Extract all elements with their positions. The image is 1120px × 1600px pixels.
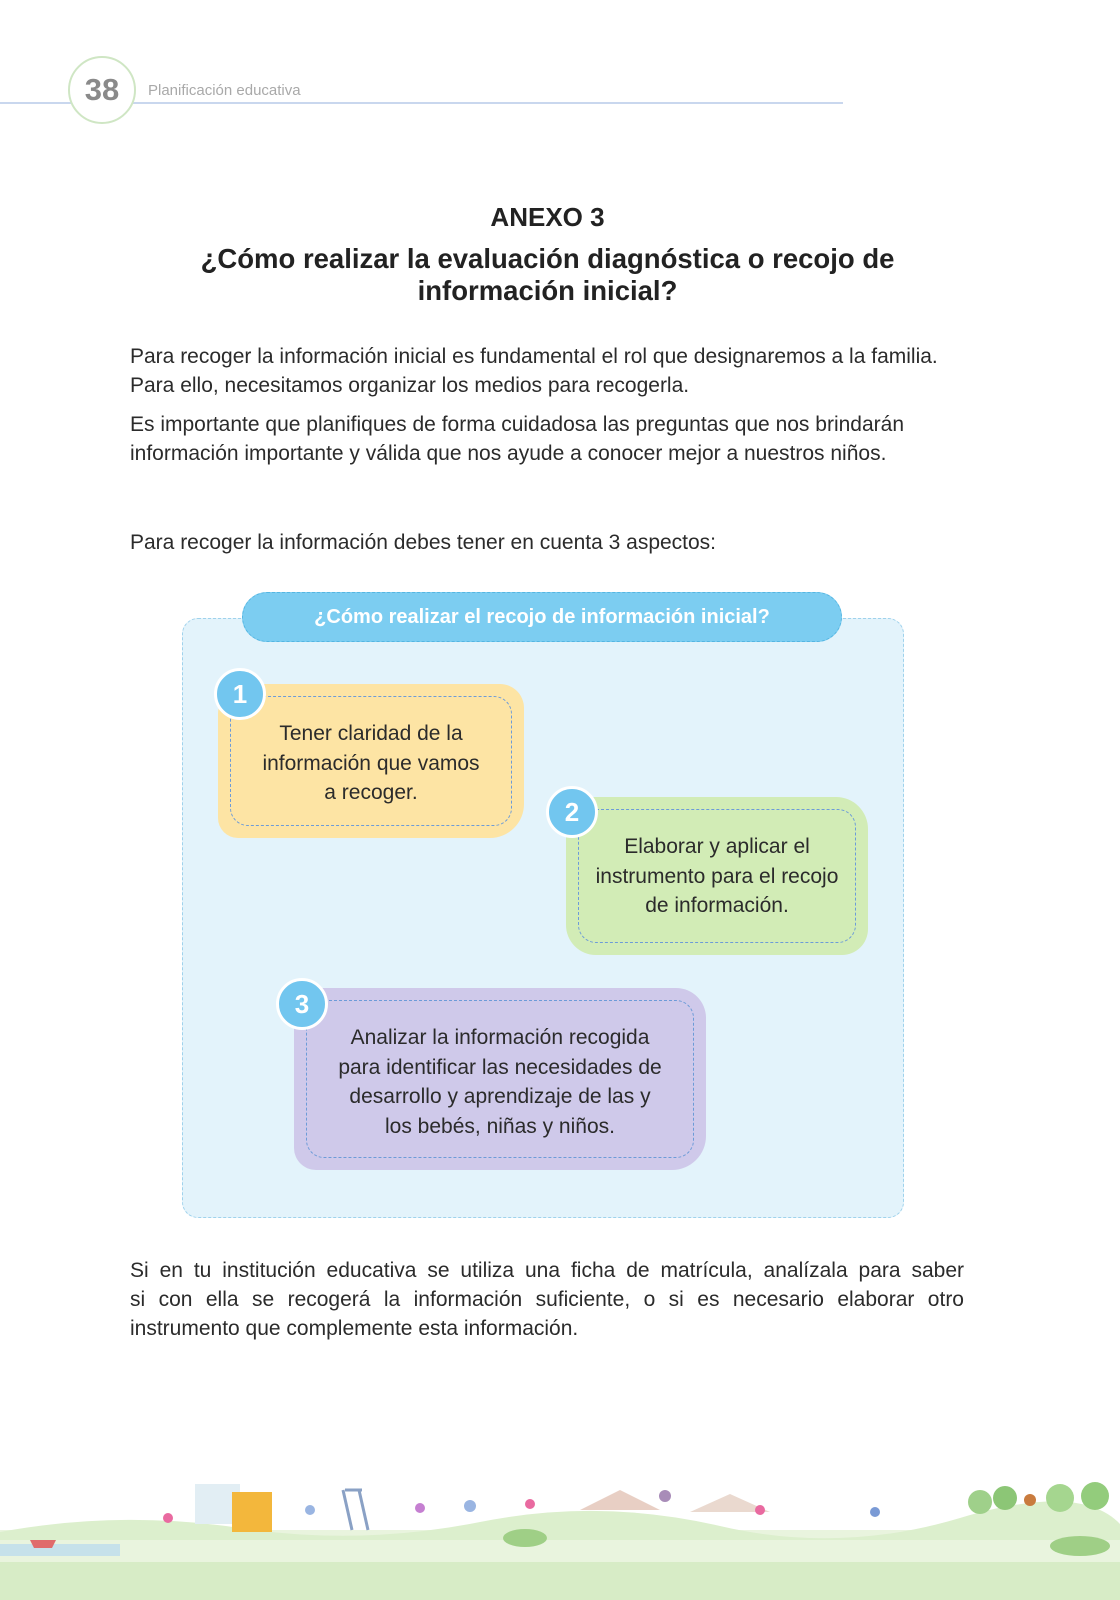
step-card-2: [566, 797, 868, 955]
water: [0, 1544, 120, 1556]
swing-icon: [343, 1490, 368, 1530]
step-text-line: Tener claridad de la: [279, 722, 463, 745]
grass-band: [0, 1560, 1120, 1600]
diagram-title: ¿Cómo realizar el recojo de información inicial?: [242, 592, 842, 642]
step-text-line: para identificar las necesidades de: [338, 1055, 662, 1079]
child-figure: [415, 1503, 425, 1513]
text-line: Si en tu institución educativa se utiliza una ficha de matrícula, analízala para saber: [130, 1259, 964, 1282]
tree-icon: [968, 1490, 992, 1514]
child-figure: [464, 1500, 476, 1512]
aspects-intro: Para recoger la información debes tener en cuenta 3 aspectos:: [130, 531, 717, 554]
adult-figure: [1024, 1494, 1036, 1506]
step-text-line: los bebés, niñas y niños.: [385, 1114, 615, 1138]
text-line: Es importante que planifiques de forma cuidadosa las preguntas que nos brindarán: [130, 413, 904, 436]
page-title: [180, 243, 915, 307]
step-text-line: desarrollo y aprendizaje de las y: [349, 1085, 651, 1108]
bush: [1050, 1536, 1110, 1556]
step-number-badge: 1: [214, 668, 266, 720]
child-figure: [870, 1507, 880, 1517]
boat-icon: [30, 1540, 56, 1548]
step-card-3: [294, 988, 706, 1170]
running-title: Planificación educativa: [148, 82, 301, 99]
child-figure: [305, 1505, 315, 1515]
bush: [503, 1529, 547, 1547]
text-line: instrumento que complemente esta información.: [130, 1317, 579, 1340]
tree-icon: [1046, 1484, 1074, 1512]
child-figure: [755, 1505, 765, 1515]
adult-figure: [659, 1490, 671, 1502]
step-text: [218, 719, 524, 808]
step-text-line: instrumento para el recojo: [595, 864, 839, 888]
tree-icon: [993, 1486, 1017, 1510]
tree-icon: [1081, 1482, 1109, 1510]
text-line: Para recoger la información inicial es fundamental el rol que designaremos a la familia.: [130, 345, 938, 368]
intro-paragraph: [130, 342, 964, 400]
step-text-line: información que vamos: [262, 751, 480, 775]
step-number-badge: 2: [546, 786, 598, 838]
planning-paragraph: [130, 410, 964, 468]
step-text-line: Elaborar y aplicar el: [624, 835, 810, 858]
text-line: información importante y válida que nos ayude a conocer mejor a nuestros niños.: [130, 442, 887, 465]
step-text: [566, 832, 868, 921]
child-figure: [163, 1513, 173, 1523]
school-building: [232, 1492, 272, 1532]
page-number: 38: [68, 56, 136, 124]
page-title-line: información inicial?: [417, 275, 678, 306]
step-text: [294, 1023, 706, 1141]
step-text-line: de información.: [645, 894, 789, 917]
step-number-badge: 3: [276, 978, 328, 1030]
mountain-shape: [580, 1490, 660, 1510]
step-card-1: [218, 684, 524, 838]
text-line: Para ello, necesitamos organizar los medios para recogerla.: [130, 374, 690, 397]
footer-landscape-illustration: [0, 1470, 1120, 1600]
step-text-line: Analizar la información recogida: [350, 1026, 650, 1049]
closing-paragraph: [130, 1256, 964, 1343]
page-title-line: ¿Cómo realizar la evaluación diagnóstica o recojo de: [200, 243, 895, 274]
annex-label: ANEXO 3: [490, 202, 605, 232]
child-figure: [525, 1499, 535, 1509]
step-text-line: a recoger.: [324, 781, 418, 804]
text-line: si con ella se recogerá la información suficiente, o si es necesario elaborar otro: [130, 1288, 964, 1311]
